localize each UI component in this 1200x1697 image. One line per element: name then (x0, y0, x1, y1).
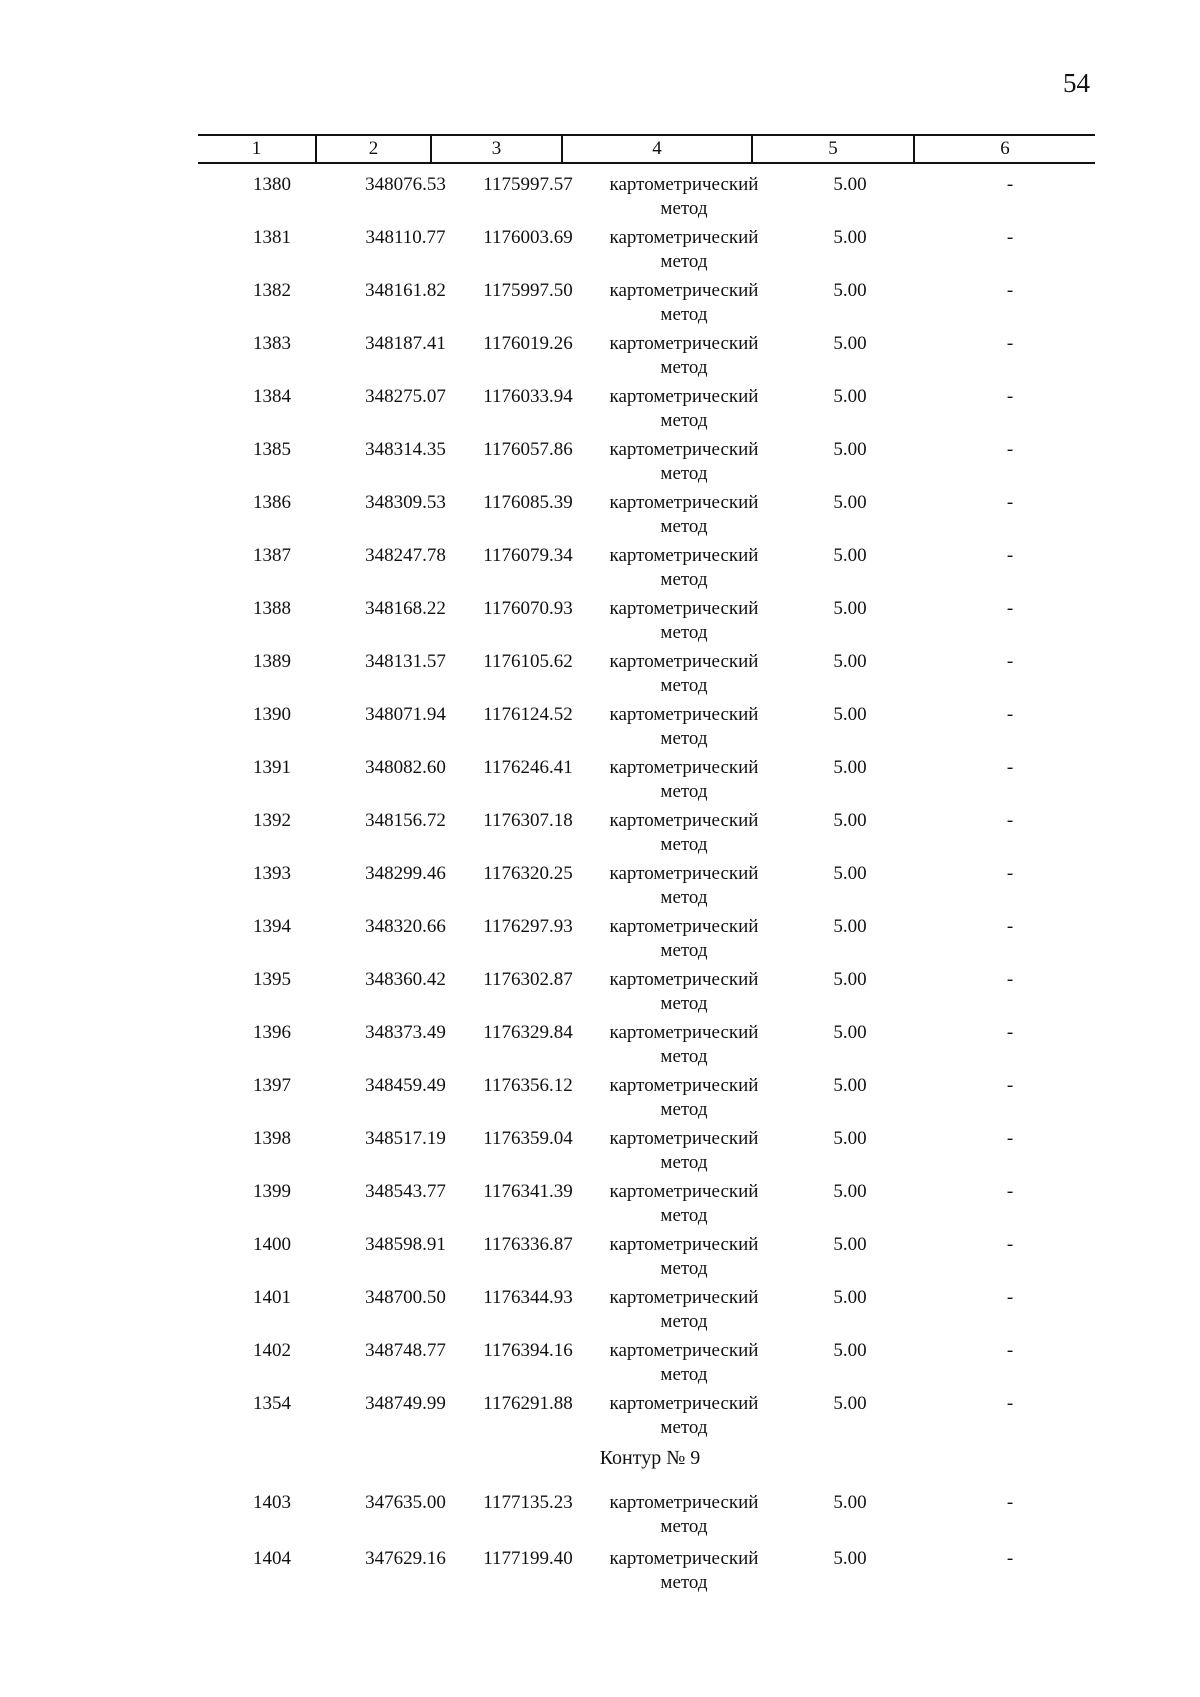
method-cell: картометрический метод (609, 810, 759, 855)
method-cell: картометрический метод (609, 863, 759, 908)
point-number: 1354 (253, 1393, 291, 1414)
point-number: 1383 (253, 333, 291, 354)
table-row (0, 1335, 1200, 1388)
note-cell: - (1006, 1128, 1014, 1149)
table-row (0, 752, 1200, 805)
coord-x: 348320.66 (365, 916, 446, 937)
precision-cell: 5.00 (833, 386, 867, 407)
coord-x: 348309.53 (365, 492, 446, 513)
precision-cell: 5.00 (833, 863, 867, 884)
point-number: 1403 (253, 1492, 291, 1513)
point-number: 1396 (253, 1022, 291, 1043)
contour-section (0, 1441, 1200, 1487)
note-cell: - (1006, 810, 1014, 831)
point-number: 1388 (253, 598, 291, 619)
method-cell: картометрический метод (609, 1181, 759, 1226)
coord-y: 1176344.93 (483, 1287, 573, 1308)
note-cell: - (1006, 386, 1014, 407)
coord-x: 348168.22 (365, 598, 446, 619)
coord-y: 1176246.41 (483, 757, 573, 778)
coord-x: 348299.46 (365, 863, 446, 884)
precision-cell: 5.00 (833, 1128, 867, 1149)
method-cell: картометрический метод (609, 1022, 759, 1067)
point-number: 1399 (253, 1181, 291, 1202)
precision-cell: 5.00 (833, 439, 867, 460)
coord-x: 348082.60 (365, 757, 446, 778)
header-col-3: 3 (491, 138, 502, 159)
method-cell: картометрический метод (609, 704, 759, 749)
coord-x: 348459.49 (365, 1075, 446, 1096)
table-row (0, 593, 1200, 646)
coord-y: 1177135.23 (483, 1492, 573, 1513)
table-row (0, 381, 1200, 434)
method-cell: картометрический метод (609, 545, 759, 590)
coord-y: 1175997.50 (483, 280, 573, 301)
note-cell: - (1006, 439, 1014, 460)
precision-cell: 5.00 (833, 1234, 867, 1255)
point-number: 1394 (253, 916, 291, 937)
header-col-5: 5 (828, 138, 838, 159)
coord-x: 348156.72 (365, 810, 446, 831)
table-header (198, 134, 1095, 164)
coord-x: 348543.77 (365, 1181, 446, 1202)
note-cell: - (1006, 1548, 1014, 1569)
coord-x: 348131.57 (365, 651, 446, 672)
point-number: 1393 (253, 863, 291, 884)
table-row (0, 646, 1200, 699)
coord-y: 1176320.25 (483, 863, 573, 884)
note-cell: - (1006, 227, 1014, 248)
method-cell: картометрический метод (609, 598, 759, 643)
precision-cell: 5.00 (833, 492, 867, 513)
point-number: 1395 (253, 969, 291, 990)
method-cell: картометрический метод (609, 1340, 759, 1385)
point-number: 1386 (253, 492, 291, 513)
table-row (0, 1229, 1200, 1282)
note-cell: - (1006, 1022, 1014, 1043)
coord-y: 1176329.84 (483, 1022, 573, 1043)
coord-x: 348247.78 (365, 545, 446, 566)
coord-y: 1176291.88 (483, 1393, 573, 1414)
table-body (0, 169, 1200, 1599)
precision-cell: 5.00 (833, 545, 867, 566)
method-cell: картометрический метод (609, 174, 759, 219)
header-col-4: 4 (652, 138, 662, 159)
method-cell: картометрический метод (609, 227, 759, 272)
precision-cell: 5.00 (833, 174, 867, 195)
table-row (0, 1176, 1200, 1229)
note-cell: - (1006, 757, 1014, 778)
precision-cell: 5.00 (833, 651, 867, 672)
table-row (0, 1543, 1200, 1599)
precision-cell: 5.00 (833, 704, 867, 725)
precision-cell: 5.00 (833, 1022, 867, 1043)
point-number: 1390 (253, 704, 291, 725)
coord-y: 1176297.93 (483, 916, 573, 937)
table-row (0, 169, 1200, 222)
method-cell: картометрический метод (609, 1393, 759, 1438)
precision-cell: 5.00 (833, 227, 867, 248)
precision-cell: 5.00 (833, 1393, 867, 1414)
point-number: 1381 (253, 227, 291, 248)
table-row (0, 699, 1200, 752)
table-row (0, 1388, 1200, 1441)
precision-cell: 5.00 (833, 1287, 867, 1308)
precision-cell: 5.00 (833, 1492, 867, 1513)
coord-x: 348749.99 (365, 1393, 446, 1414)
point-number: 1392 (253, 810, 291, 831)
coord-x: 348071.94 (365, 704, 446, 725)
note-cell: - (1006, 916, 1014, 937)
note-cell: - (1006, 174, 1014, 195)
precision-cell: 5.00 (833, 1075, 867, 1096)
coord-y: 1177199.40 (483, 1548, 573, 1569)
table-row (0, 1123, 1200, 1176)
table-row (0, 911, 1200, 964)
point-number: 1382 (253, 280, 291, 301)
coord-y: 1176359.04 (483, 1128, 573, 1149)
coord-x: 348275.07 (365, 386, 446, 407)
table-row (0, 275, 1200, 328)
coord-x: 348373.49 (365, 1022, 446, 1043)
point-number: 1384 (253, 386, 291, 407)
table-row (0, 1017, 1200, 1070)
coord-x: 348161.82 (365, 280, 446, 301)
coord-x: 348110.77 (365, 227, 446, 248)
method-cell: картометрический метод (609, 1234, 759, 1279)
coord-y: 1176105.62 (483, 651, 573, 672)
precision-cell: 5.00 (833, 1181, 867, 1202)
coord-y: 1176124.52 (483, 704, 573, 725)
point-number: 1387 (253, 545, 291, 566)
coord-y: 1175997.57 (483, 174, 573, 195)
table-row (0, 1487, 1200, 1543)
coord-x: 348187.41 (365, 333, 446, 354)
coord-y: 1176019.26 (483, 333, 573, 354)
method-cell: картометрический метод (609, 280, 759, 325)
contour-title: Контур № 9 (599, 1447, 701, 1469)
coord-y: 1176356.12 (483, 1075, 573, 1096)
note-cell: - (1006, 492, 1014, 513)
precision-cell: 5.00 (833, 1340, 867, 1361)
precision-cell: 5.00 (833, 916, 867, 937)
method-cell: картометрический метод (609, 757, 759, 802)
coord-y: 1176079.34 (483, 545, 573, 566)
table-row (0, 805, 1200, 858)
header-col-6: 6 (1000, 138, 1010, 159)
coord-y: 1176057.86 (483, 439, 573, 460)
note-cell: - (1006, 1492, 1014, 1513)
coord-y: 1176336.87 (483, 1234, 573, 1255)
table-row (0, 1282, 1200, 1335)
coord-x: 347629.16 (365, 1548, 446, 1569)
coord-y: 1176394.16 (483, 1340, 573, 1361)
table-row (0, 328, 1200, 381)
method-cell: картометрический метод (609, 1075, 759, 1120)
point-number: 1400 (253, 1234, 291, 1255)
note-cell: - (1006, 545, 1014, 566)
coord-x: 348314.35 (365, 439, 446, 460)
coord-x: 348748.77 (365, 1340, 446, 1361)
table-row (0, 487, 1200, 540)
table-row (0, 540, 1200, 593)
method-cell: картометрический метод (609, 1548, 759, 1593)
note-cell: - (1006, 863, 1014, 884)
point-number: 1385 (253, 439, 291, 460)
coord-y: 1176003.69 (483, 227, 573, 248)
table-row (0, 434, 1200, 487)
precision-cell: 5.00 (833, 1548, 867, 1569)
coord-x: 348598.91 (365, 1234, 446, 1255)
method-cell: картометрический метод (609, 916, 759, 961)
table-row (0, 222, 1200, 275)
point-number: 1397 (253, 1075, 291, 1096)
coord-y: 1176070.93 (483, 598, 573, 619)
method-cell: картометрический метод (609, 333, 759, 378)
note-cell: - (1006, 1181, 1014, 1202)
precision-cell: 5.00 (833, 757, 867, 778)
point-number: 1401 (253, 1287, 291, 1308)
method-cell: картометрический метод (609, 439, 759, 484)
table-row (0, 964, 1200, 1017)
precision-cell: 5.00 (833, 280, 867, 301)
method-cell: картометрический метод (609, 1492, 759, 1537)
coord-y: 1176033.94 (483, 386, 573, 407)
note-cell: - (1006, 704, 1014, 725)
note-cell: - (1006, 333, 1014, 354)
coord-x: 348076.53 (365, 174, 446, 195)
method-cell: картометрический метод (609, 386, 759, 431)
note-cell: - (1006, 280, 1014, 301)
point-number: 1380 (253, 174, 291, 195)
point-number: 1402 (253, 1340, 291, 1361)
method-cell: картометрический метод (609, 651, 759, 696)
note-cell: - (1006, 969, 1014, 990)
note-cell: - (1006, 1075, 1014, 1096)
precision-cell: 5.00 (833, 810, 867, 831)
coord-x: 348360.42 (365, 969, 446, 990)
coord-y: 1176307.18 (483, 810, 573, 831)
coord-y: 1176341.39 (483, 1181, 573, 1202)
coord-y: 1176302.87 (483, 969, 573, 990)
note-cell: - (1006, 1393, 1014, 1414)
coord-x: 347635.00 (365, 1492, 446, 1513)
page-number: 54 (1063, 68, 1090, 98)
header-col-2: 2 (368, 138, 379, 159)
precision-cell: 5.00 (833, 598, 867, 619)
method-cell: картометрический метод (609, 492, 759, 537)
coord-y: 1176085.39 (483, 492, 573, 513)
point-number: 1391 (253, 757, 291, 778)
method-cell: картометрический метод (609, 1128, 759, 1173)
method-cell: картометрический метод (609, 969, 759, 1014)
coord-x: 348517.19 (365, 1128, 446, 1149)
precision-cell: 5.00 (833, 969, 867, 990)
table-row (0, 858, 1200, 911)
point-number: 1389 (253, 651, 291, 672)
coord-x: 348700.50 (365, 1287, 446, 1308)
note-cell: - (1006, 1234, 1014, 1255)
note-cell: - (1006, 651, 1014, 672)
point-number: 1398 (253, 1128, 291, 1149)
note-cell: - (1006, 598, 1014, 619)
note-cell: - (1006, 1287, 1014, 1308)
header-col-1: 1 (251, 138, 262, 159)
note-cell: - (1006, 1340, 1014, 1361)
method-cell: картометрический метод (609, 1287, 759, 1332)
table-row (0, 1070, 1200, 1123)
point-number: 1404 (253, 1548, 291, 1569)
precision-cell: 5.00 (833, 333, 867, 354)
